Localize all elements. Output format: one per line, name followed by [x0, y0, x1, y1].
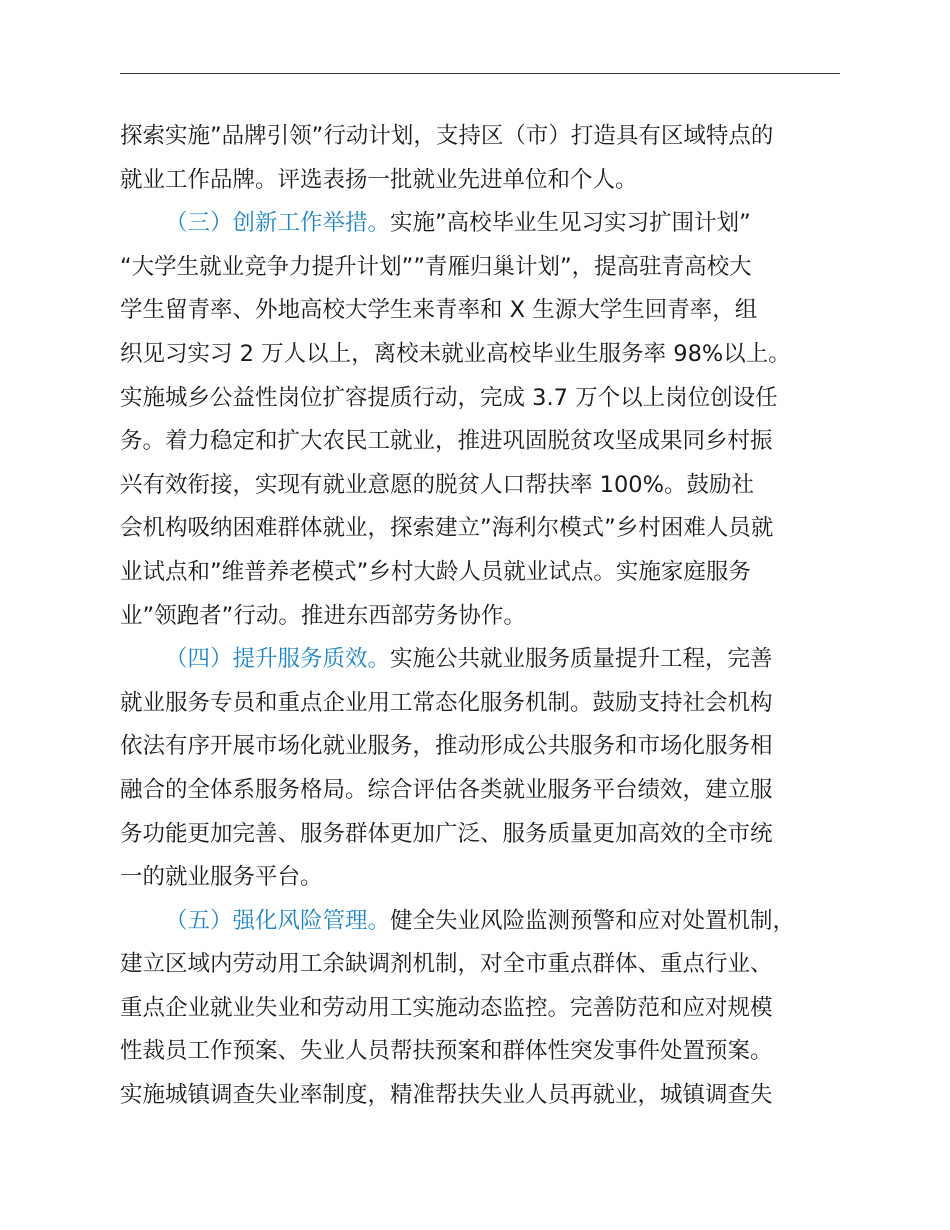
text-line: 融合的全体系服务格局。综合评估各类就业服务平台绩效，建立服	[120, 776, 773, 803]
section-heading: （三）创新工作举措。	[165, 210, 391, 237]
text-line: 一的就业服务平台。	[120, 864, 323, 891]
text-line: 实施公共就业服务质量提升工程，完善	[390, 646, 773, 673]
text-line: 依法有序开展市场化就业服务，推动形成公共服务和市场化服务相	[120, 733, 773, 760]
text-line: 务。着力稳定和扩大农民工就业，推进巩固脱贫攻坚成果同乡村振	[120, 428, 773, 455]
document-body	[120, 115, 860, 1118]
section-heading: （四）提升服务质效。	[165, 646, 391, 673]
text-line: “大学生就业竞争力提升计划””青雁归巢计划”，提高驻青高校大	[120, 253, 752, 280]
text-line: 织见习实习 2 万人以上，离校未就业高校毕业生服务率 98%以上。	[120, 340, 791, 367]
header-rule	[120, 73, 840, 74]
text-line: 健全失业风险监测预警和应对处置机制，	[390, 907, 796, 934]
text-line: 业试点和”维普养老模式”乡村大龄人员就业试点。实施家庭服务	[120, 558, 751, 585]
text-line: 会机构吸纳困难群体就业，探索建立”海利尔模式”乡村困难人员就	[120, 515, 774, 542]
text-line: 实施城镇调查失业率制度，精准帮扶失业人员再就业，城镇调查失	[120, 1082, 773, 1109]
text-line: 建立区域内劳动用工余缺调剂机制，对全市重点群体、重点行业、	[120, 951, 773, 978]
section-paragraph-start	[120, 202, 860, 246]
text-line: 实施”高校毕业生见习实习扩围计划”	[390, 210, 751, 237]
text-line: 业”领跑者”行动。推进东西部劳务协作。	[120, 602, 526, 629]
text-line: 务功能更加完善、服务群体更加广泛、服务质量更加高效的全市统	[120, 820, 773, 847]
text-line: 重点企业就业失业和劳动用工实施动态监控。完善防范和应对规模	[120, 994, 773, 1021]
text-line: 就业工作品牌。评选表扬一批就业先进单位和个人。	[120, 166, 638, 193]
section-heading: （五）强化风险管理。	[165, 907, 391, 934]
text-line: 探索实施”品牌引领”行动计划，支持区（市）打造具有区域特点的	[120, 123, 774, 149]
text-line: 学生留青率、外地高校大学生来青率和 X 生源大学生回青率，组	[120, 297, 758, 324]
text-line: 就业服务专员和重点企业用工常态化服务机制。鼓励支持社会机构	[120, 689, 773, 716]
text-line: 兴有效衔接，实现有就业意愿的脱贫人口帮扶率 100%。鼓励社	[120, 471, 754, 498]
text-line: 性裁员工作预案、失业人员帮扶预案和群体性突发事件处置预案。	[120, 1038, 773, 1065]
text-line: 实施城乡公益性岗位扩容提质行动，完成 3.7 万个以上岗位创设任	[120, 384, 778, 411]
section-paragraph-start	[120, 900, 860, 944]
section-paragraph-start	[120, 638, 860, 682]
